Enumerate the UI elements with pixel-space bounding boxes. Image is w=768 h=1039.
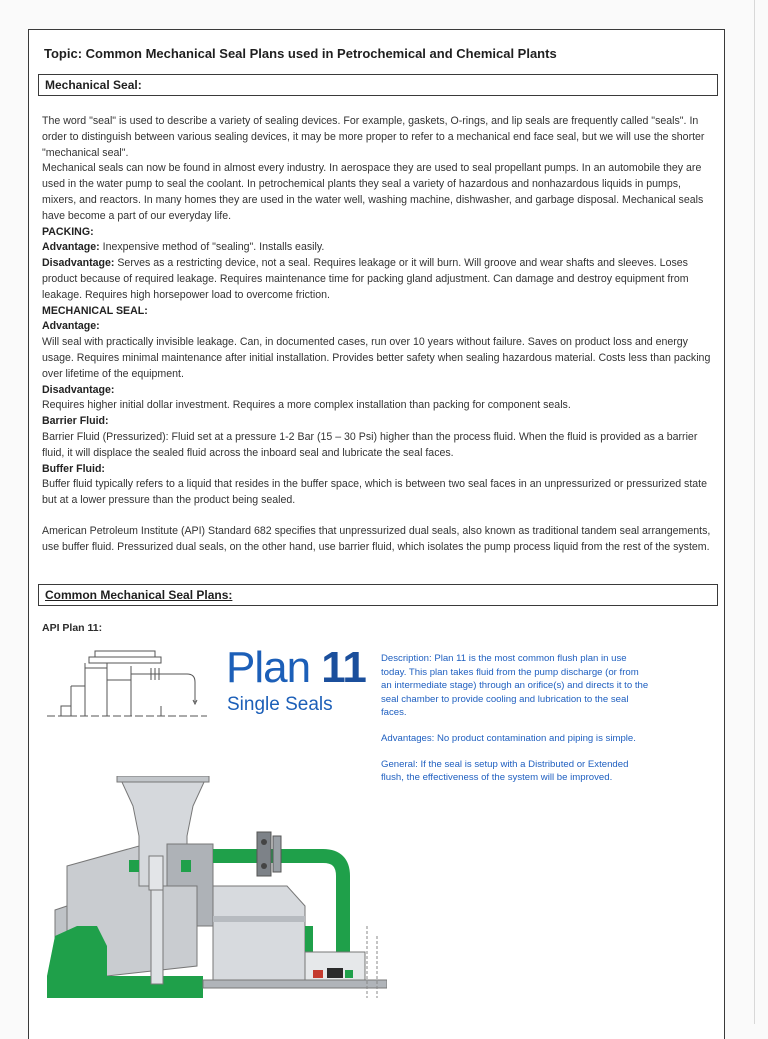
plan-description: Description: Plan 11 is the most common flush plan in use today. This plan takes fluid from the pump discharge (or from an intermediate stage) through an orifice(s) and directs it to the seal chamber to provide cooling and lubrication to the seal faces. (381, 653, 649, 719)
intro-paragraph-2: Mechanical seals can now be found in almost every industry. In aerospace they are used to seal propellant pumps. In an automobile they are used in the water pump to seal the coolant. In petrochemical plants they seal a variety of hazardous and nonhazardous liquids in pumps, mixers, and reactors. In many homes they are used in the water well, washing machine, dishwasher, and garbage disposal. Mechanical seals have become a part of our everyday life. (42, 162, 704, 222)
plan-title: Plan 11 (226, 643, 366, 692)
api-plan-11-label: API Plan 11: (42, 622, 103, 634)
body-text (42, 114, 714, 556)
plan-description-block (381, 652, 651, 797)
mech-advantage-label: Advantage: (42, 320, 100, 333)
mech-seal-heading: MECHANICAL SEAL: (42, 304, 148, 317)
buffer-text: Buffer fluid typically refers to a liquid that resides in the buffer space, which is between two seal faces in an unpressurized or pressurized state but at a lower pressure than the product being sealed. (42, 478, 708, 507)
plan-general: General: If the seal is setup with a Distributed or Extended flush, the effectiveness of the system will be improved. (381, 758, 629, 784)
mech-advantage-text: Will seal with practically invisible leakage. Can, in documented cases, run over 10 years without failure. Saves on product loss and energy usage. Requires minimal maintenance after initial installation. Provides better safety when sealing hazardous material. Costs less than packing over lifetime of the equipment. (42, 336, 711, 380)
packing-advantage: Advantage: Inexpensive method of "sealing". Installs easily. (42, 241, 325, 254)
packing-disadvantage: Disadvantage: Serves as a restricting device, not a seal. Requires leakage or it will burn. Will groove and wear shafts and sleeves. Loses product because of required leakage. Requires maintenance time for packing gland adjustment. Can damage and destroy equipment from leakage. Requires high horsepower load to overcome friction. (42, 257, 689, 301)
buffer-heading: Buffer Fluid: (42, 462, 105, 475)
api-paragraph: American Petroleum Institute (API) Standard 682 specifies that unpressurized dual seals, also known as traditional tandem seal arrangements, use buffer fluid. Pressurized dual seals, on the other hand, use barrier fluid, which isolates the pump process liquid from the rest of the system. (42, 524, 711, 553)
page-edge-line (754, 0, 755, 1024)
intro-paragraph-1: The word "seal" is used to describe a variety of sealing devices. For example, gaskets, O-rings, and lip seals are frequently called "seals". In order to distinguish between various sealing devices, it may be more proper to refer to a mechanical end face seal, but we will use the shorter "mechanical seal". (42, 115, 705, 159)
section-header-common-plans: Common Mechanical Seal Plans: (38, 584, 718, 606)
plan-11-schematic-diagram (47, 646, 209, 724)
mech-disadvantage-label: Disadvantage: (42, 383, 115, 396)
plan-advantages: Advantages: No product contamination and piping is simple. (381, 732, 636, 744)
packing-heading: PACKING: (42, 225, 94, 238)
plan-subtitle: Single Seals (227, 694, 333, 715)
mech-disadvantage-text: Requires higher initial dollar investment. Requires a more complex installation than packing for component seals. (42, 399, 571, 412)
section-header-mechanical-seal: Mechanical Seal: (38, 74, 718, 96)
pump-cutaway-illustration (47, 776, 387, 998)
barrier-text: Barrier Fluid (Pressurized): Fluid set at a pressure 1-2 Bar (15 – 30 Psi) higher than the process fluid. When the fluid is provided as a barrier fluid, it will displace the sealed fluid across the inboard seal and lubricate the seal faces. (42, 430, 698, 459)
document-page (28, 29, 725, 1039)
barrier-heading: Barrier Fluid: (42, 415, 109, 428)
page-title: Topic: Common Mechanical Seal Plans used in Petrochemical and Chemical Plants (44, 46, 557, 61)
